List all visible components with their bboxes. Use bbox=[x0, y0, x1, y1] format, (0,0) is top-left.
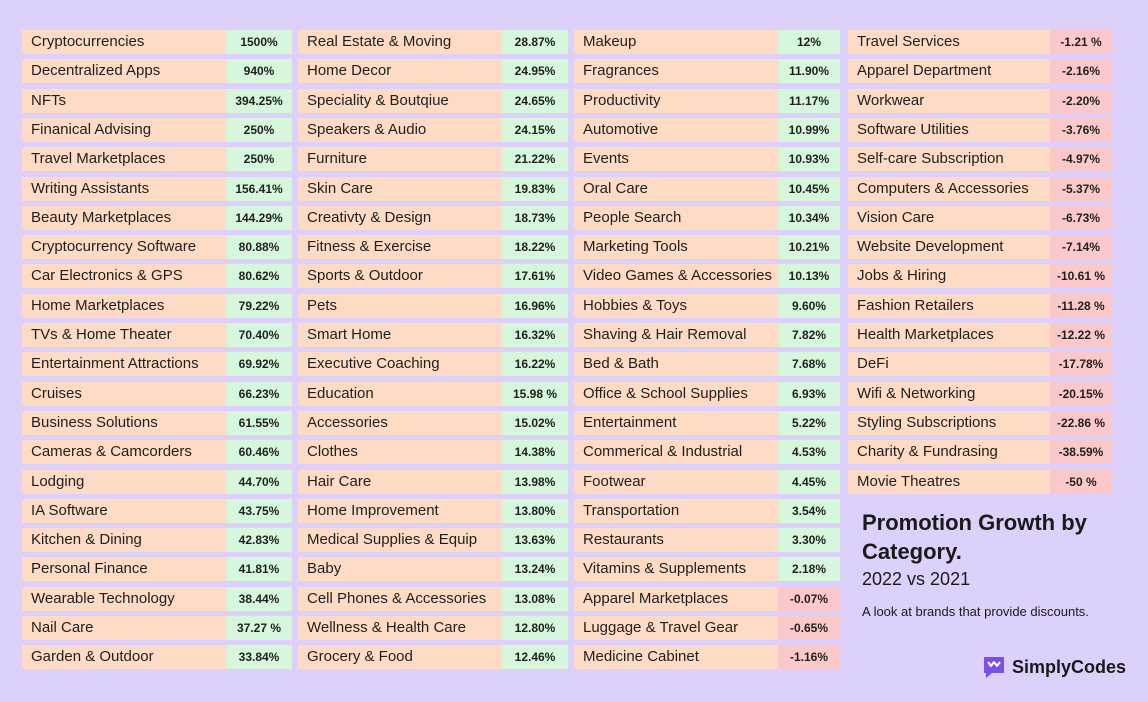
growth-value-negative: -2.20% bbox=[1050, 89, 1112, 113]
category-label: Clothes bbox=[298, 440, 502, 464]
growth-value-positive: 18.73% bbox=[502, 206, 568, 230]
table-row bbox=[22, 499, 292, 523]
growth-value-negative: -38.59% bbox=[1050, 440, 1112, 464]
growth-value-negative: -12.22 % bbox=[1050, 323, 1112, 347]
table-row bbox=[848, 89, 1112, 113]
growth-value-positive: 11.90% bbox=[778, 59, 840, 83]
category-label: Medicine Cabinet bbox=[574, 645, 778, 669]
table-row bbox=[22, 118, 292, 142]
table-row bbox=[22, 440, 292, 464]
table-row bbox=[574, 587, 840, 611]
growth-value-negative: -4.97% bbox=[1050, 147, 1112, 171]
category-label: Real Estate & Moving bbox=[298, 30, 502, 54]
table-row bbox=[574, 411, 840, 435]
growth-value-positive: 250% bbox=[226, 118, 292, 142]
chart-description: A look at brands that provide discounts. bbox=[862, 604, 1089, 619]
category-label: Wellness & Health Care bbox=[298, 616, 502, 640]
table-row bbox=[848, 118, 1112, 142]
growth-value-positive: 66.23% bbox=[226, 382, 292, 406]
category-label: Furniture bbox=[298, 147, 502, 171]
table-row bbox=[298, 352, 568, 376]
growth-value-negative: -6.73% bbox=[1050, 206, 1112, 230]
growth-value-positive: 2.18% bbox=[778, 557, 840, 581]
table-row bbox=[848, 323, 1112, 347]
category-label: Restaurants bbox=[574, 528, 778, 552]
growth-value-positive: 1500% bbox=[226, 30, 292, 54]
table-row bbox=[298, 59, 568, 83]
table-row bbox=[298, 557, 568, 581]
growth-value-positive: 15.02% bbox=[502, 411, 568, 435]
category-label: Cryptocurrencies bbox=[22, 30, 226, 54]
table-row bbox=[298, 294, 568, 318]
growth-value-positive: 69.92% bbox=[226, 352, 292, 376]
table-row bbox=[22, 382, 292, 406]
category-label: Vision Care bbox=[848, 206, 1050, 230]
growth-value-negative: -50 % bbox=[1050, 470, 1112, 494]
growth-value-positive: 10.13% bbox=[778, 264, 840, 288]
category-label: Business Solutions bbox=[22, 411, 226, 435]
table-row bbox=[574, 557, 840, 581]
table-row bbox=[574, 616, 840, 640]
table-row bbox=[22, 470, 292, 494]
category-label: Productivity bbox=[574, 89, 778, 113]
category-label: Entertainment bbox=[574, 411, 778, 435]
table-row bbox=[298, 616, 568, 640]
table-row bbox=[22, 177, 292, 201]
growth-value-positive: 394.25% bbox=[226, 89, 292, 113]
growth-value-negative: -5.37% bbox=[1050, 177, 1112, 201]
category-label: DeFi bbox=[848, 352, 1050, 376]
table-row bbox=[574, 89, 840, 113]
category-label: Speakers & Audio bbox=[298, 118, 502, 142]
table-row bbox=[574, 470, 840, 494]
table-row bbox=[22, 264, 292, 288]
chart-title: Promotion Growth by Category. bbox=[862, 510, 1087, 564]
category-label: Entertainment Attractions bbox=[22, 352, 226, 376]
table-row bbox=[298, 645, 568, 669]
table-row bbox=[848, 206, 1112, 230]
category-label: Oral Care bbox=[574, 177, 778, 201]
category-label: Accessories bbox=[298, 411, 502, 435]
table-row bbox=[22, 323, 292, 347]
growth-value-negative: -2.16% bbox=[1050, 59, 1112, 83]
table-row bbox=[22, 206, 292, 230]
category-label: Finanical Advising bbox=[22, 118, 226, 142]
category-label: Fitness & Exercise bbox=[298, 235, 502, 259]
growth-value-positive: 144.29% bbox=[226, 206, 292, 230]
growth-value-positive: 11.17% bbox=[778, 89, 840, 113]
table-row bbox=[22, 294, 292, 318]
table-row bbox=[298, 30, 568, 54]
table-row bbox=[298, 89, 568, 113]
category-label: Home Decor bbox=[298, 59, 502, 83]
table-row bbox=[574, 206, 840, 230]
growth-value-positive: 16.96% bbox=[502, 294, 568, 318]
category-label: Sports & Outdoor bbox=[298, 264, 502, 288]
table-row bbox=[574, 118, 840, 142]
category-label: Hobbies & Toys bbox=[574, 294, 778, 318]
growth-value-positive: 42.83% bbox=[226, 528, 292, 552]
category-label: Cryptocurrency Software bbox=[22, 235, 226, 259]
growth-value-positive: 9.60% bbox=[778, 294, 840, 318]
category-label: Cruises bbox=[22, 382, 226, 406]
category-label: Writing Assistants bbox=[22, 177, 226, 201]
growth-value-positive: 17.61% bbox=[502, 264, 568, 288]
category-label: Apparel Department bbox=[848, 59, 1050, 83]
growth-value-positive: 10.34% bbox=[778, 206, 840, 230]
category-label: Executive Coaching bbox=[298, 352, 502, 376]
growth-value-negative: -22.86 % bbox=[1050, 411, 1112, 435]
category-label: Fragrances bbox=[574, 59, 778, 83]
growth-value-positive: 79.22% bbox=[226, 294, 292, 318]
growth-value-negative: -10.61 % bbox=[1050, 264, 1112, 288]
growth-value-positive: 10.45% bbox=[778, 177, 840, 201]
category-label: Education bbox=[298, 382, 502, 406]
category-label: Bed & Bath bbox=[574, 352, 778, 376]
category-label: Computers & Accessories bbox=[848, 177, 1050, 201]
category-label: Travel Marketplaces bbox=[22, 147, 226, 171]
growth-value-positive: 3.54% bbox=[778, 499, 840, 523]
table-row bbox=[848, 235, 1112, 259]
growth-value-positive: 38.44% bbox=[226, 587, 292, 611]
growth-value-negative: -17.78% bbox=[1050, 352, 1112, 376]
category-label: Smart Home bbox=[298, 323, 502, 347]
category-label: Decentralized Apps bbox=[22, 59, 226, 83]
table-row bbox=[22, 557, 292, 581]
category-label: Hair Care bbox=[298, 470, 502, 494]
category-label: Self-care Subscription bbox=[848, 147, 1050, 171]
table-row bbox=[22, 147, 292, 171]
growth-value-positive: 14.38% bbox=[502, 440, 568, 464]
table-row bbox=[848, 59, 1112, 83]
growth-value-positive: 250% bbox=[226, 147, 292, 171]
table-row bbox=[298, 411, 568, 435]
growth-value-positive: 10.99% bbox=[778, 118, 840, 142]
table-row bbox=[22, 616, 292, 640]
table-row bbox=[574, 264, 840, 288]
category-label: Nail Care bbox=[22, 616, 226, 640]
growth-value-positive: 21.22% bbox=[502, 147, 568, 171]
table-row bbox=[298, 235, 568, 259]
growth-value-negative: -1.21 % bbox=[1050, 30, 1112, 54]
brand-logo bbox=[982, 655, 1126, 679]
table-row bbox=[298, 323, 568, 347]
category-label: Vitamins & Supplements bbox=[574, 557, 778, 581]
table-row bbox=[848, 440, 1112, 464]
growth-value-negative: -1.16% bbox=[778, 645, 840, 669]
growth-value-positive: 15.98 % bbox=[502, 382, 568, 406]
category-label: Footwear bbox=[574, 470, 778, 494]
table-row bbox=[574, 323, 840, 347]
growth-value-negative: -3.76% bbox=[1050, 118, 1112, 142]
category-label: Skin Care bbox=[298, 177, 502, 201]
growth-value-positive: 5.22% bbox=[778, 411, 840, 435]
growth-value-positive: 24.95% bbox=[502, 59, 568, 83]
category-label: Lodging bbox=[22, 470, 226, 494]
category-label: Home Improvement bbox=[298, 499, 502, 523]
category-label: Styling Subscriptions bbox=[848, 411, 1050, 435]
table-row bbox=[574, 59, 840, 83]
category-label: Cameras & Camcorders bbox=[22, 440, 226, 464]
growth-value-positive: 6.93% bbox=[778, 382, 840, 406]
category-label: Makeup bbox=[574, 30, 778, 54]
growth-value-negative: -0.07% bbox=[778, 587, 840, 611]
growth-value-positive: 41.81% bbox=[226, 557, 292, 581]
table-row bbox=[22, 352, 292, 376]
category-label: Kitchen & Dining bbox=[22, 528, 226, 552]
growth-value-positive: 7.68% bbox=[778, 352, 840, 376]
table-row bbox=[848, 264, 1112, 288]
table-row bbox=[848, 147, 1112, 171]
category-label: Website Development bbox=[848, 235, 1050, 259]
table-row bbox=[848, 30, 1112, 54]
growth-value-positive: 13.24% bbox=[502, 557, 568, 581]
growth-value-positive: 28.87% bbox=[502, 30, 568, 54]
table-row bbox=[298, 440, 568, 464]
category-label: Home Marketplaces bbox=[22, 294, 226, 318]
growth-value-positive: 80.88% bbox=[226, 235, 292, 259]
table-row bbox=[298, 147, 568, 171]
table-row bbox=[574, 177, 840, 201]
growth-value-positive: 16.22% bbox=[502, 352, 568, 376]
table-row bbox=[574, 645, 840, 669]
category-label: Jobs & Hiring bbox=[848, 264, 1050, 288]
table-row bbox=[574, 528, 840, 552]
category-label: Marketing Tools bbox=[574, 235, 778, 259]
category-label: Apparel Marketplaces bbox=[574, 587, 778, 611]
growth-value-positive: 44.70% bbox=[226, 470, 292, 494]
category-label: Health Marketplaces bbox=[848, 323, 1050, 347]
table-row bbox=[848, 382, 1112, 406]
growth-value-positive: 940% bbox=[226, 59, 292, 83]
category-label: Luggage & Travel Gear bbox=[574, 616, 778, 640]
category-label: TVs & Home Theater bbox=[22, 323, 226, 347]
table-row bbox=[298, 264, 568, 288]
category-label: Workwear bbox=[848, 89, 1050, 113]
table-row bbox=[574, 382, 840, 406]
growth-value-negative: -20.15% bbox=[1050, 382, 1112, 406]
growth-value-positive: 24.65% bbox=[502, 89, 568, 113]
category-label: Software Utilities bbox=[848, 118, 1050, 142]
category-label: Speciality & Boutqiue bbox=[298, 89, 502, 113]
growth-value-positive: 70.40% bbox=[226, 323, 292, 347]
table-row bbox=[574, 440, 840, 464]
growth-value-positive: 4.45% bbox=[778, 470, 840, 494]
table-row bbox=[298, 118, 568, 142]
category-label: Charity & Fundrasing bbox=[848, 440, 1050, 464]
growth-value-positive: 18.22% bbox=[502, 235, 568, 259]
category-label: Medical Supplies & Equip bbox=[298, 528, 502, 552]
category-label: People Search bbox=[574, 206, 778, 230]
category-label: Cell Phones & Accessories bbox=[298, 587, 502, 611]
table-row bbox=[22, 645, 292, 669]
table-row bbox=[22, 528, 292, 552]
category-label: Garden & Outdoor bbox=[22, 645, 226, 669]
table-row bbox=[848, 294, 1112, 318]
table-row bbox=[22, 30, 292, 54]
growth-value-positive: 3.30% bbox=[778, 528, 840, 552]
table-row bbox=[298, 382, 568, 406]
growth-value-positive: 10.21% bbox=[778, 235, 840, 259]
brand-name: SimplyCodes bbox=[1012, 656, 1127, 677]
table-row bbox=[298, 499, 568, 523]
category-label: Movie Theatres bbox=[848, 470, 1050, 494]
growth-value-positive: 24.15% bbox=[502, 118, 568, 142]
table-row bbox=[574, 294, 840, 318]
category-label: Creativty & Design bbox=[298, 206, 502, 230]
table-row bbox=[574, 235, 840, 259]
growth-value-positive: 12.80% bbox=[502, 616, 568, 640]
category-label: Video Games & Accessories bbox=[574, 264, 778, 288]
table-row bbox=[298, 470, 568, 494]
table-row bbox=[848, 470, 1112, 494]
table-row bbox=[574, 352, 840, 376]
table-row bbox=[298, 177, 568, 201]
category-label: Shaving & Hair Removal bbox=[574, 323, 778, 347]
category-label: Baby bbox=[298, 557, 502, 581]
table-row bbox=[298, 528, 568, 552]
growth-value-negative: -11.28 % bbox=[1050, 294, 1112, 318]
growth-value-positive: 156.41% bbox=[226, 177, 292, 201]
table-row bbox=[22, 59, 292, 83]
category-label: Car Electronics & GPS bbox=[22, 264, 226, 288]
growth-value-negative: -7.14% bbox=[1050, 235, 1112, 259]
table-row bbox=[22, 587, 292, 611]
table-row bbox=[22, 235, 292, 259]
chart-subtitle: 2022 vs 2021 bbox=[862, 569, 971, 589]
growth-value-positive: 7.82% bbox=[778, 323, 840, 347]
growth-value-positive: 16.32% bbox=[502, 323, 568, 347]
growth-value-positive: 43.75% bbox=[226, 499, 292, 523]
growth-value-positive: 33.84% bbox=[226, 645, 292, 669]
category-label: Personal Finance bbox=[22, 557, 226, 581]
growth-value-positive: 13.63% bbox=[502, 528, 568, 552]
growth-value-positive: 13.98% bbox=[502, 470, 568, 494]
table-row bbox=[298, 206, 568, 230]
category-label: Travel Services bbox=[848, 30, 1050, 54]
category-label: Events bbox=[574, 147, 778, 171]
category-label: Fashion Retailers bbox=[848, 294, 1050, 318]
growth-value-negative: -0.65% bbox=[778, 616, 840, 640]
growth-value-positive: 12.46% bbox=[502, 645, 568, 669]
growth-value-positive: 80.62% bbox=[226, 264, 292, 288]
growth-value-positive: 12% bbox=[778, 30, 840, 54]
growth-value-positive: 60.46% bbox=[226, 440, 292, 464]
growth-value-positive: 19.83% bbox=[502, 177, 568, 201]
table-row bbox=[848, 411, 1112, 435]
table-row bbox=[22, 411, 292, 435]
category-label: Office & School Supplies bbox=[574, 382, 778, 406]
category-label: Transportation bbox=[574, 499, 778, 523]
table-row bbox=[848, 177, 1112, 201]
table-row bbox=[574, 499, 840, 523]
growth-value-positive: 4.53% bbox=[778, 440, 840, 464]
category-label: Grocery & Food bbox=[298, 645, 502, 669]
table-row bbox=[22, 89, 292, 113]
category-label: IA Software bbox=[22, 499, 226, 523]
table-row bbox=[298, 587, 568, 611]
table-row bbox=[574, 147, 840, 171]
category-label: Beauty Marketplaces bbox=[22, 206, 226, 230]
table-row bbox=[848, 352, 1112, 376]
category-label: Wifi & Networking bbox=[848, 382, 1050, 406]
category-label: Commerical & Industrial bbox=[574, 440, 778, 464]
simplycodes-logo-icon bbox=[982, 655, 1006, 679]
category-label: Automotive bbox=[574, 118, 778, 142]
growth-value-positive: 13.80% bbox=[502, 499, 568, 523]
table-row bbox=[574, 30, 840, 54]
growth-value-positive: 10.93% bbox=[778, 147, 840, 171]
growth-value-positive: 37.27 % bbox=[226, 616, 292, 640]
category-label: Pets bbox=[298, 294, 502, 318]
growth-value-positive: 13.08% bbox=[502, 587, 568, 611]
growth-value-positive: 61.55% bbox=[226, 411, 292, 435]
category-label: Wearable Technology bbox=[22, 587, 226, 611]
category-label: NFTs bbox=[22, 89, 226, 113]
